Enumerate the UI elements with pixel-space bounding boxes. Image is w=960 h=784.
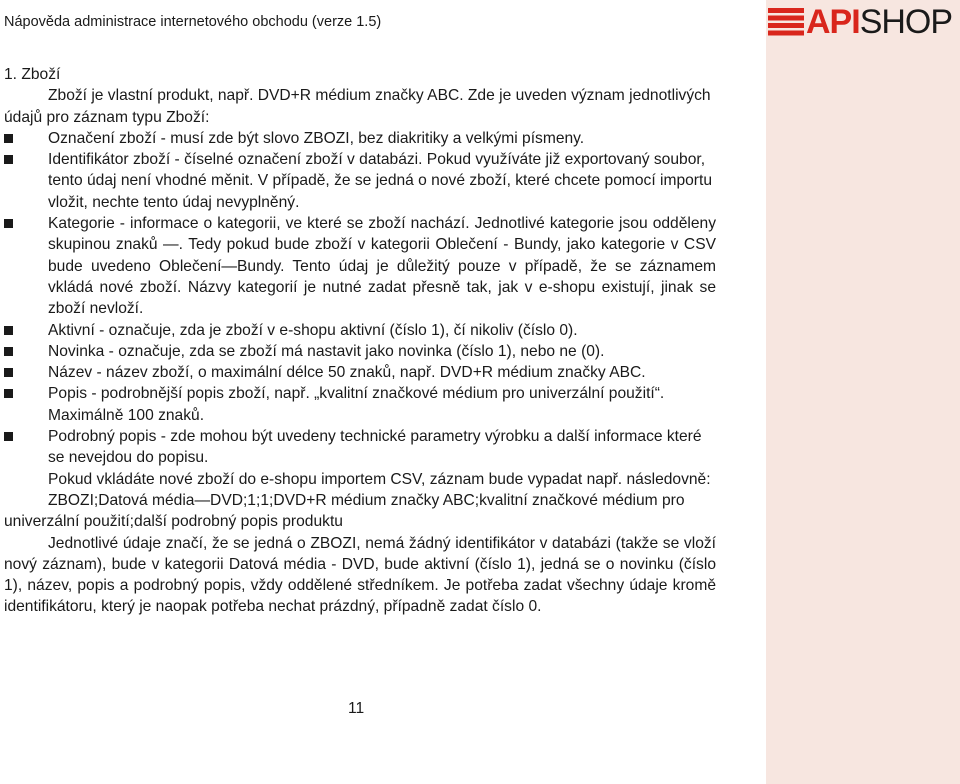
list-item: Popis - podrobnější popis zboží, např. „kvalitní značkové médium pro univerzální použití“. Maximálně 100 znaků. <box>4 383 716 426</box>
csv-explanation: Jednotlivé údaje značí, že se jedná o ZBOZI, nemá žádný identifikátor v databázi (takže se vloží nový záznam), bude v kategorii Datová média - DVD, bude aktivní (číslo 1), jedná se o novinku (číslo 1), název, popis a podrobný popis, vždy oddělené středníkem. Je potřeba zadat všechny údaje kromě identifikátoru, který je naopak potřeba nechat prázdný, případně zadat číslo 0. <box>4 534 716 616</box>
list-item: Identifikátor zboží - číselné označení zboží v databázi. Pokud využíváte již exportovaný soubor, tento údaj není vhodné měnit. V případě, že se jedná o nové zboží, které chcete pomocí importu vložit, nechte tento údaj nevyplněný. <box>4 149 716 213</box>
document-header-title: Nápověda administrace internetového obchodu (verze 1.5) <box>4 14 382 30</box>
section-title: 1. Zboží <box>4 66 61 83</box>
sidebar-stripe <box>766 0 960 784</box>
list-item: Novinka - označuje, zda se zboží má nastavit jako novinka (číslo 1), nebo ne (0). <box>4 341 716 362</box>
list-item: Podrobný popis - zde mohou být uvedeny technické parametry výrobku a další informace které se nevejdou do popisu. <box>4 426 716 469</box>
list-item: Označení zboží - musí zde být slovo ZBOZI, bez diakritiky a velkými písmeny. <box>4 128 716 149</box>
field-list <box>4 128 716 469</box>
list-item: Název - název zboží, o maximální délce 50 znaků, např. DVD+R médium značky ABC. <box>4 362 716 383</box>
csv-intro: Pokud vkládáte nové zboží do e-shopu importem CSV, záznam bude vypadat např. následovně: <box>48 470 711 488</box>
section-intro: Zboží je vlastní produkt, např. DVD+R médium značky ABC. Zde je uveden význam jednotlivých údajů pro záznam typu Zboží: <box>4 87 711 126</box>
csv-example: ZBOZI;Datová média—DVD;1;1;DVD+R médium značky ABC;kvalitní značkové médium pro univerzální použití;další podrobný popis produktu <box>4 491 685 531</box>
apishop-logo <box>766 4 960 40</box>
logo-stripes-icon <box>768 8 804 36</box>
list-item: Kategorie - informace o kategorii, ve které se zboží nachází. Jednotlivé kategorie jsou odděleny skupinou znaků —. Tedy pokud bude zboží v kategorii Oblečení - Bundy, jako kategorie v CSV bude uvedeno Oblečení—Bundy. Tento údaj je důležitý pouze v případě, že se záznamem vkládá nové zboží. Názvy kategorií je nutné zadat přesně tak, jak v e-shopu existují, jinak se zboží nevloží. <box>4 213 716 319</box>
page-number: 11 <box>348 700 365 717</box>
logo-api-text: API <box>806 3 860 41</box>
logo-shop-text: SHOP <box>859 3 953 41</box>
list-item: Aktivní - označuje, zda je zboží v e-shopu aktivní (číslo 1), čí nikoliv (číslo 0). <box>4 320 716 341</box>
document-body <box>4 64 716 618</box>
